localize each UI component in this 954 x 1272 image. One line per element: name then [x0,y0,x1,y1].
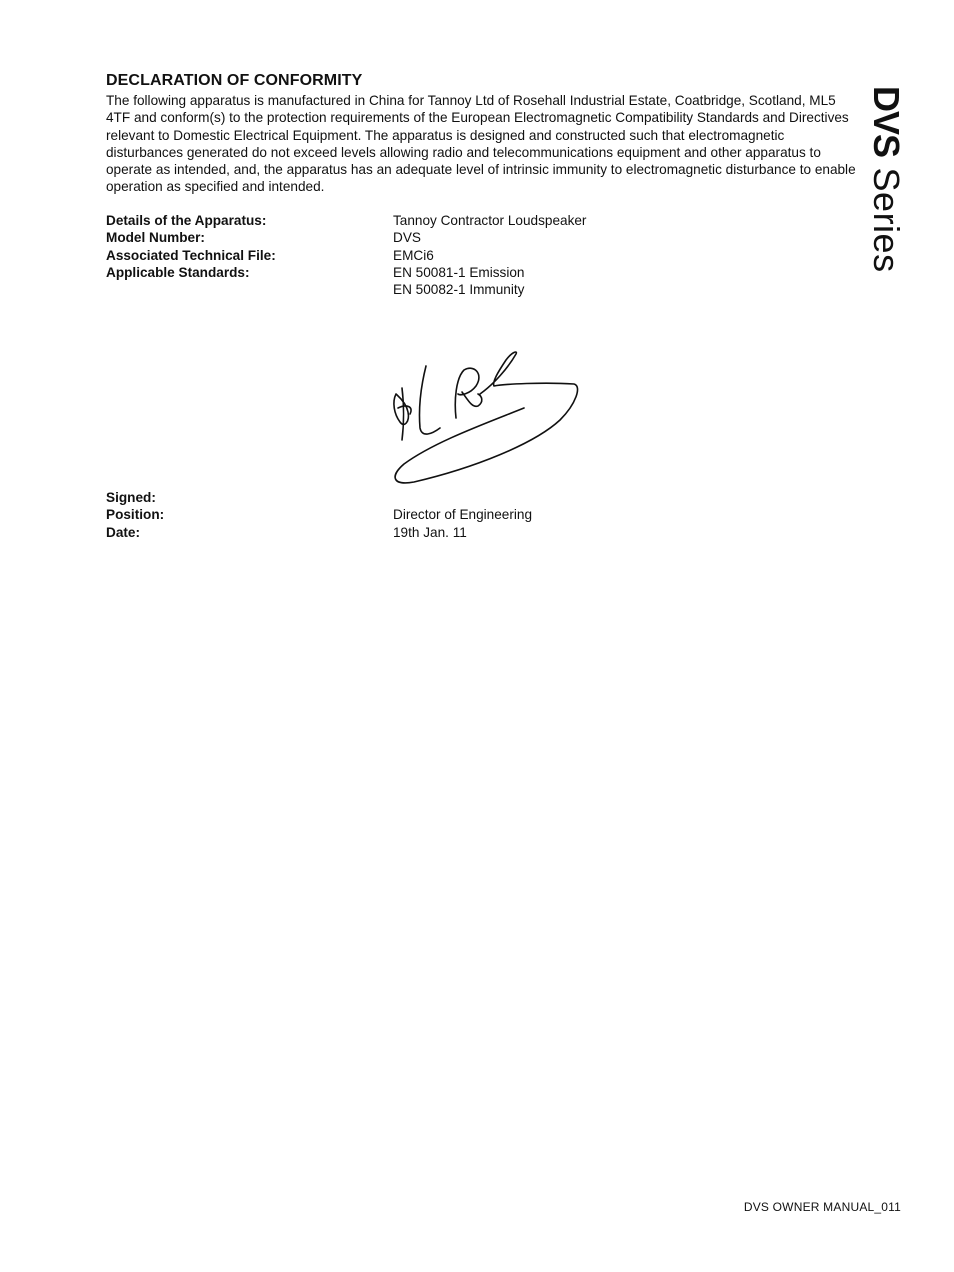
intro-paragraph: The following apparatus is manufactured in China for Tannoy Ltd of Rosehall Industrial Estate, Coatbridge, Scotland, ML5 4TF and conform(s) to the protection requirements of the European Electromagnetic Compatibility Standards and Directives relevant to Domestic Electrical Equipment. The apparatus is designed and constructed such that electromagnetic disturbances generated do not exceed levels allowing radio and telecommunications equipment and other apparatus to operate as intended, and, the apparatus has an adequate level of intrinsic immunity to electromagnetic disturbance to enable operation as specified and intended. [106,93,856,195]
brand-light-text: Series [866,157,907,273]
apparatus-details [106,212,666,298]
position-row [106,506,666,523]
details-label: Model Number: [106,230,205,246]
position-label: Position: [106,507,165,523]
series-brand-logo [866,86,907,273]
signature-stroke [394,394,408,424]
details-row-standards [106,264,666,281]
signed-label: Signed: [106,490,156,505]
details-label: Applicable Standards: [106,264,250,280]
signed-row [106,489,666,506]
date-value: 19th Jan. 11 [393,524,467,540]
position-value: Director of Engineering [393,507,533,523]
details-label: Associated Technical File: [106,247,276,263]
page-title: DECLARATION OF CONFORMITY [106,72,363,89]
details-row-apparatus [106,212,666,229]
signature-stroke [395,352,577,483]
signature-stroke [398,406,411,414]
brand-bold-text: DVS [866,86,907,158]
date-label: Date: [106,524,140,540]
signed-value [393,489,666,506]
details-row-standards-continued [106,281,666,298]
details-row-model [106,229,666,246]
details-row-technical-file [106,247,666,264]
page-footer: DVS OWNER MANUAL_011 [743,1200,901,1214]
details-value: EN 50082-1 Immunity [393,282,525,298]
details-label: Details of the Apparatus: [106,213,267,228]
details-value: EN 50081-1 Emission [393,264,525,280]
signature-block [106,489,666,541]
signature-stroke [402,388,404,440]
signature-stroke [419,366,440,434]
details-value: DVS [393,230,421,246]
signature-stroke [455,368,479,418]
details-value: Tannoy Contractor Loudspeaker [393,213,587,228]
details-value: EMCi6 [393,247,434,263]
date-row [106,524,666,541]
signature-image [384,348,584,488]
details-label [106,281,393,298]
